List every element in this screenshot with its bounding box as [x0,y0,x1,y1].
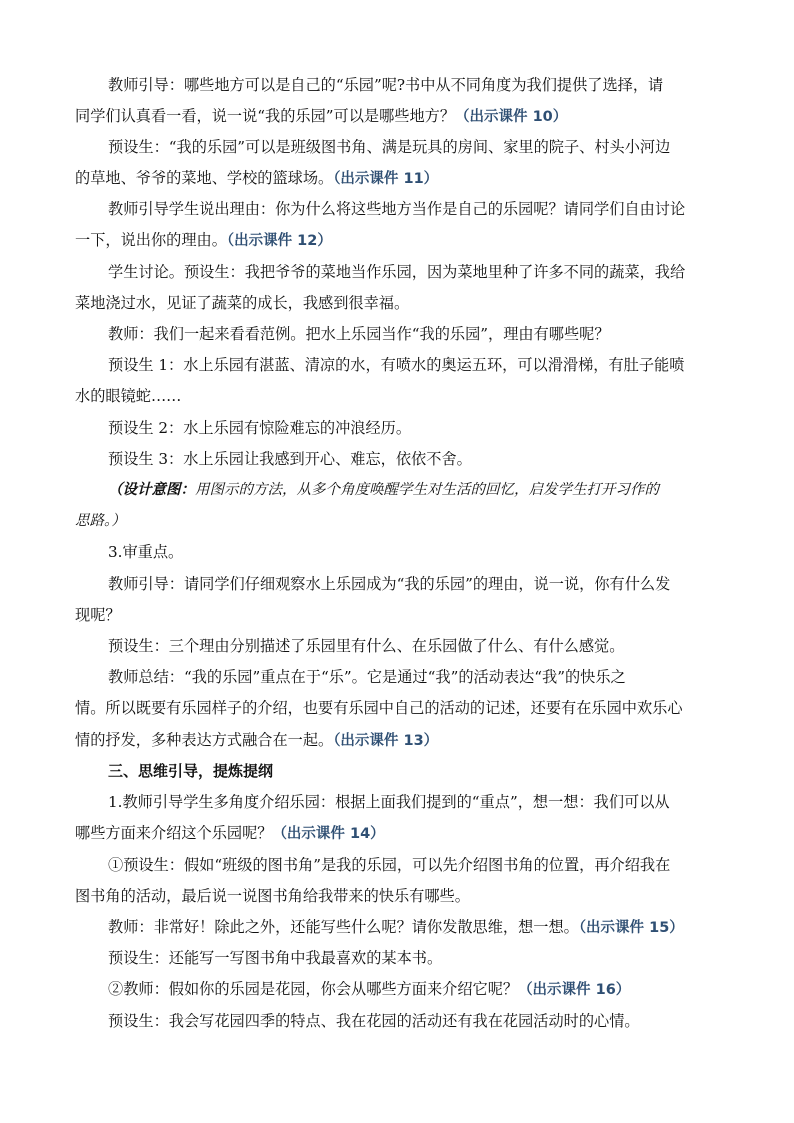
text: 1.教师引导学生多角度介绍乐园：根据上面我们提到的“重点”，想一想：我们可以从 [108,793,670,811]
paragraph-line [75,823,385,844]
text: 3.审重点。 [108,543,184,561]
text: 图书角的活动，最后说一说图书角给我带来的快乐有哪些。 [75,887,470,905]
text: 哪些方面来介绍这个乐园呢？ [75,824,273,842]
text: 教师：非常好！除此之外，还能写些什么呢？请你发散思维，想一想。 [108,918,579,936]
paragraph-line [108,667,626,687]
paragraph-line [108,855,670,875]
design-intent-label: 设计意图： [122,481,195,498]
text: 教师引导：请同学们仔细观察水上乐园成为“我的乐园”的理由，说一说，你有什么发 [108,575,671,593]
text: 教师：我们一起来看看范例。把水上乐园当作“我的乐园”，理由有哪些呢？ [108,325,610,343]
text: 预设生：还能写一写图书角中我最喜欢的某本书。 [108,949,443,967]
paragraph-line [108,137,670,157]
paragraph-line [75,230,332,251]
text: 情。所以既要有乐园样子的介绍，也要有乐园中自己的活动的记述，还要有在乐园中欢乐心 [75,699,683,717]
text: ①预设生：假如“班级的图书角”是我的乐园，可以先介绍图书角的位置，再介绍我在 [108,856,671,874]
courseware-ref: （出示课件 14） [272,826,385,842]
paragraph-line [75,168,438,189]
text: ②教师：假如你的乐园是花园，你会从哪些方面来介绍它呢？ [108,980,519,998]
text: 思路。） [75,513,126,529]
paragraph-line [108,324,610,344]
text: 教师引导：哪些地方可以是自己的“乐园”呢?书中从不同角度为我们提供了选择，请 [108,76,664,94]
paragraph-line [108,792,670,812]
text: 预设生 1：水上乐园有湛蓝、清凉的水，有喷水的奥运五环，可以滑滑梯，有肚子能喷 [108,356,685,374]
paragraph-line [75,511,126,531]
text: 现呢？ [75,606,121,624]
paragraph-line [75,730,438,751]
text: 预设生：我会写花园四季的特点、我在花园的活动还有我在花园活动时的心情。 [108,1012,640,1030]
paragraph-line [108,418,411,438]
paragraph-line [108,449,472,469]
paragraph-line [108,917,684,938]
text: 预设生 2：水上乐园有惊险难忘的冲浪经历。 [108,419,412,437]
paragraph-line [108,574,670,594]
text: 情的抒发，多种表达方式融合在一起。 [75,731,334,749]
text: 预设生 3：水上乐园让我感到开心、难忘，依依不舍。 [108,450,472,468]
text: 教师总结：“我的乐园”重点在于“乐”。它是通过“我”的活动表达“我”的快乐之 [108,668,626,686]
paragraph-line [108,75,663,95]
courseware-ref: （出示课件 13） [333,733,439,749]
text: 预设生：三个理由分别描述了乐园里有什么、在乐园做了什么、有什么感觉。 [108,637,625,655]
text: 一下，说出你的理由。 [75,231,227,249]
paragraph-line [108,355,684,375]
courseware-ref: （出示课件 12） [226,233,332,249]
courseware-ref: （出示课件 15） [578,920,684,936]
section-heading: 三、思维引导，提炼提纲 [108,762,274,780]
paragraph-line [108,979,630,1000]
text: 同学们认真看一看，说一说“我的乐园”可以是哪些地方？ [75,107,456,125]
text: 的草地、爷爷的菜地、学校的篮球场。 [75,169,334,187]
paragraph-line [75,106,567,127]
text: 学生讨论。预设生：我把爷爷的菜地当作乐园，因为菜地里种了许多不同的蔬菜，我给 [108,263,686,281]
paragraph-line [108,199,685,219]
text: 教师引导学生说出理由：你为什么将这些地方当作是自己的乐园呢？请同学们自由讨论 [108,200,686,218]
paragraph-line [75,293,409,313]
paragraph-line [75,605,121,625]
paragraph-line [108,542,183,562]
text: 用图示的方法，从多个角度唤醒学生对生活的回忆，启发学生打开习作的 [195,482,659,498]
paragraph-line [75,386,181,406]
design-open-paren: （ [108,481,123,498]
text: 水的眼镜蛇…… [75,387,182,405]
courseware-ref: （出示课件 10） [455,109,568,125]
text: 预设生：“我的乐园”可以是班级图书角、满是玩具的房间、家里的院子、村头小河边 [108,138,671,156]
courseware-ref: （出示课件 11） [333,171,439,187]
text: 菜地浇过水，见证了蔬菜的成长，我感到很幸福。 [75,294,410,312]
paragraph-line [108,262,685,282]
paragraph-line [108,1011,640,1031]
paragraph-line [108,948,442,968]
paragraph-line [75,886,470,906]
design-intent-note [108,480,659,500]
paragraph-line [108,636,624,656]
paragraph-line [75,698,683,718]
courseware-ref: （出示课件 16） [518,982,631,998]
